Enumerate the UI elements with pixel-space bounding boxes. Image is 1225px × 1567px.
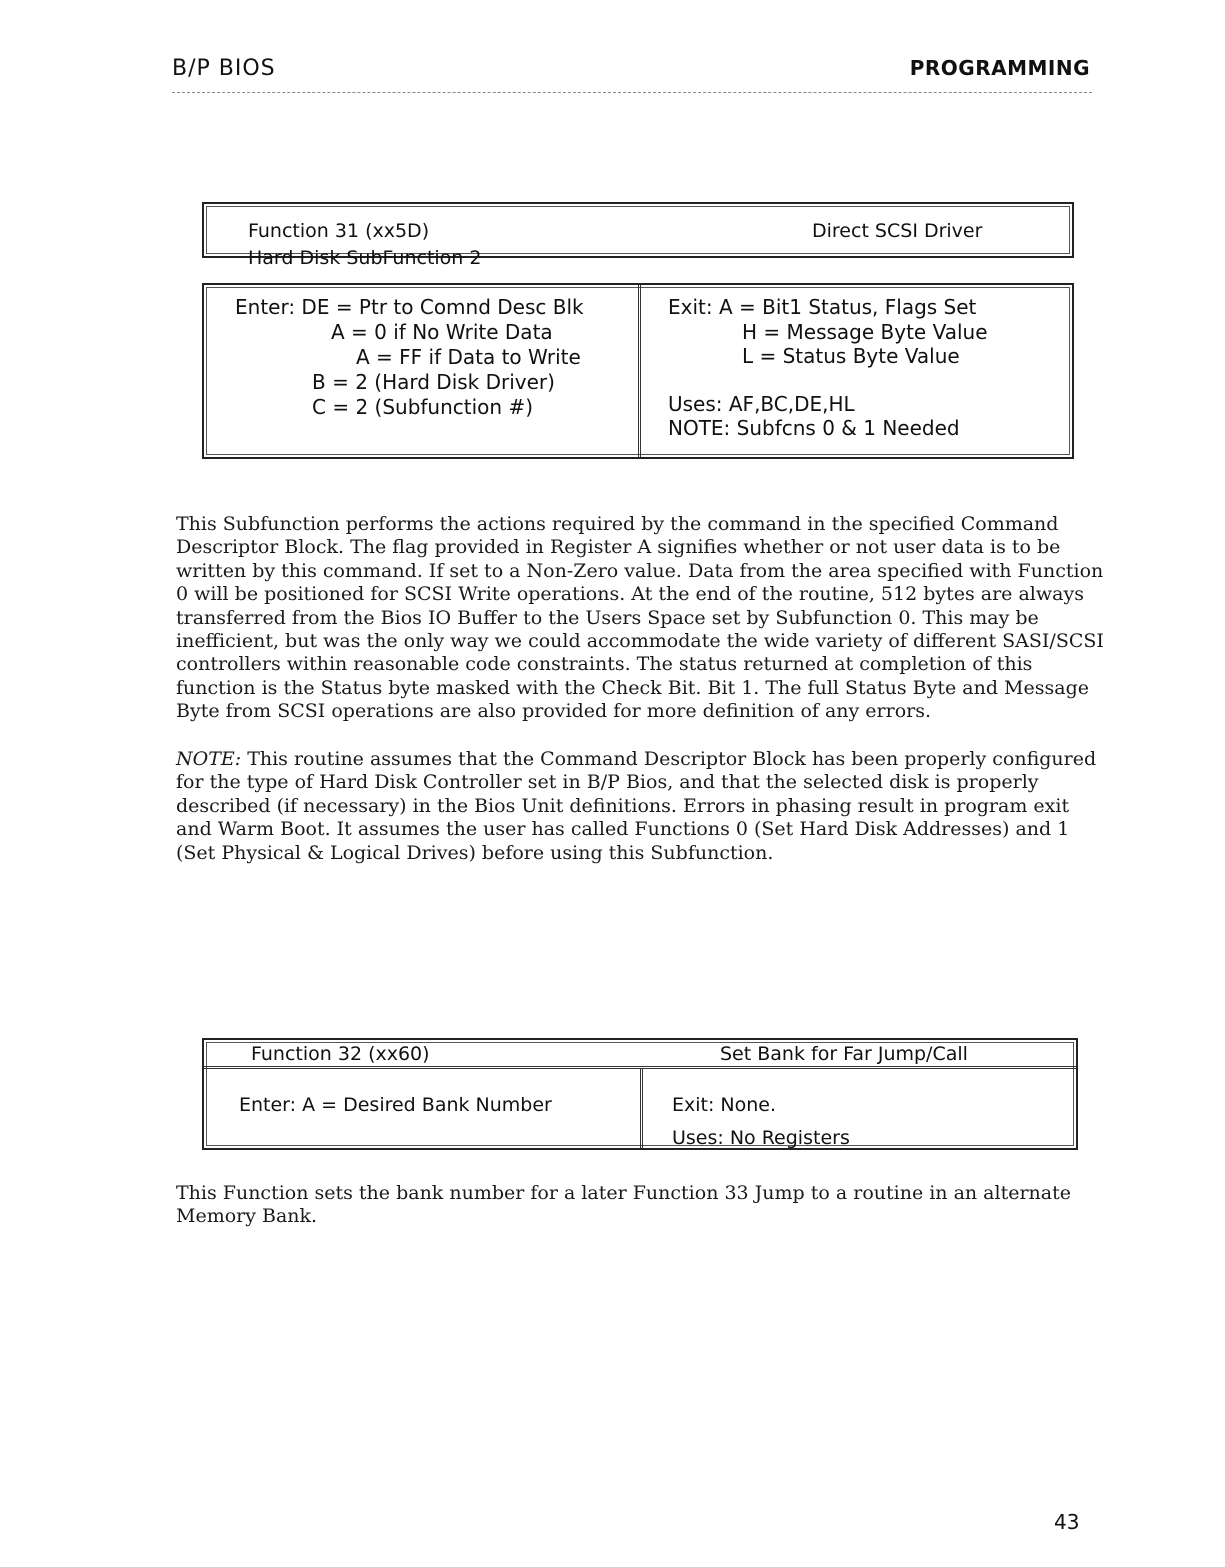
function-32-category: Set Bank for Far Jump/Call — [720, 1043, 968, 1065]
running-header-right: PROGRAMMING — [909, 56, 1090, 80]
enter-line-3: A = FF if Data to Write — [356, 345, 581, 369]
function-31-description: This Subfunction performs the actions required by the command in the specified Command Descriptor Block. The flag provided in Register A signifies whether or not user data is to be written by this command. If set to a Non-Zero value. Data from the area specified with Function 0 will be positioned for SCSI Write operations. At the end of the routine, 512 bytes are always transferred from the Bios IO Buffer to the Users Space set by Subfunction 0. This may be inefficient, but was the only way we could accommodate the wide variety of different SASI/SCSI controllers within reasonable code constraints. The status returned at completion of this function is the Status byte masked with the Check Bit. Bit 1. The full Status Byte and Message Byte from SCSI operations are also provided for more definition of any errors. — [176, 513, 1104, 723]
register-column-divider — [638, 285, 641, 457]
page-number: 43 — [1054, 1510, 1080, 1534]
function-32-box — [202, 1038, 1078, 1150]
function-32-enter: Enter: A = Desired Bank Number — [239, 1094, 552, 1116]
function-32-uses: Uses: No Registers — [672, 1127, 850, 1149]
function-32-title: Function 32 (xx60) — [251, 1043, 430, 1065]
function-31-title: Function 31 (xx5D) — [248, 220, 430, 242]
exit-line-1: Exit: A = Bit1 Status, Flags Set — [668, 295, 977, 319]
function-32-description: This Function sets the bank number for a later Function 33 Jump to a routine in an alternate Memory Bank. — [176, 1182, 1071, 1228]
exit-line-3: L = Status Byte Value — [742, 344, 960, 368]
exit-line-2: H = Message Byte Value — [742, 320, 988, 344]
enter-line-4: B = 2 (Hard Disk Driver) — [312, 370, 555, 394]
note-line: NOTE: Subfcns 0 & 1 Needed — [668, 416, 960, 440]
register-column-divider — [640, 1069, 643, 1148]
note-text: This routine assumes that the Command Descriptor Block has been properly configured for the type of Hard Disk Controller set in B/P Bios, and that the selected disk is properly described (if necessary) in the Bios Unit definitions. Errors in phasing result in program exit and Warm Boot. It assumes the user has called Functions 0 (Set Hard Disk Addresses) and 1 (Set Physical & Logical Drives) before using this Subfunction. — [176, 748, 1097, 864]
uses-line: Uses: AF,BC,DE,HL — [668, 392, 855, 416]
function-31-registers-box — [202, 283, 1074, 459]
function-32-exit: Exit: None. — [672, 1094, 777, 1116]
enter-line-1: Enter: DE = Ptr to Comnd Desc Blk — [235, 295, 584, 319]
running-header-left: B/P BIOS — [172, 56, 276, 81]
enter-line-2: A = 0 if No Write Data — [331, 320, 553, 344]
note-label: NOTE: — [176, 748, 242, 770]
function-31-category: Direct SCSI Driver — [812, 220, 983, 242]
function-31-note — [176, 748, 1106, 865]
function-31-box — [202, 202, 1074, 269]
header-rule — [172, 92, 1092, 93]
function-31-subtitle: Hard Disk SubFunction 2 — [248, 247, 482, 269]
enter-line-5: C = 2 (Subfunction #) — [312, 395, 534, 419]
